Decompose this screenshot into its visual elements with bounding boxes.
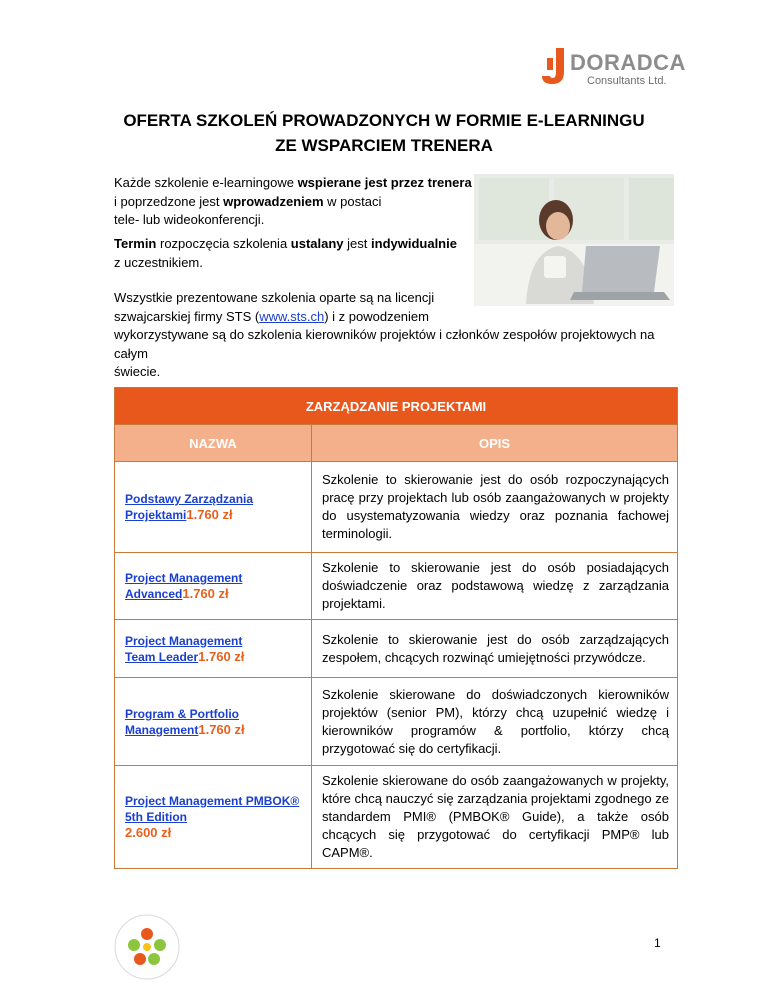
table-row [115,553,678,620]
title-line-1: OFERTA SZKOLEŃ PROWADZONYCH W FORMIE E-LEARNINGU [123,111,645,130]
text: świecie. [114,364,161,379]
emphasis: ustalany [290,236,344,251]
emphasis: wprowadzeniem [223,193,324,209]
courses-table [114,387,678,869]
emphasis: indywidualnie [371,236,457,251]
title-line-2: ZE WSPARCIEM TRENERA [275,136,493,155]
logo-mark-icon [538,46,568,86]
column-name-header: NAZWA [115,425,312,462]
text: z uczestnikiem. [114,254,203,270]
text: tele- lub wideokonferencji. [114,212,265,227]
course-name-cell [115,620,312,678]
table-row [115,766,678,869]
project-management-logo [112,912,182,987]
table-row [115,678,678,766]
logo-subtitle: Consultants Ltd. [587,75,667,87]
course-name-cell [115,462,312,553]
table-header: ZARZĄDZANIE PROJEKTAMI [115,388,678,425]
emphasis: Termin [114,236,157,251]
course-link[interactable]: Project Management Advanced [125,571,243,601]
page-title [0,108,768,158]
text: jest [343,236,372,251]
course-description: Szkolenie skierowane do osób zaangażowanych w projekty, które chcą nauczyć się zarządzania projektami zgodnego ze standardem PMI® (PMBOK® Guide), a także osób chcących się przygotować do certyfikacji PMP® lub CAPM®. [312,766,678,869]
course-price: 1.760 zł [186,507,233,522]
course-description: Szkolenie to skierowanie jest do osób rozpoczynających pracę przy projektach lub osób zaangażowanych w projekty do usystematyzowania wiedzy oraz poznania fachowej terminologii. [312,462,678,553]
course-name-cell [115,678,312,766]
course-link[interactable]: Project Management Team Leader [125,633,243,664]
course-link[interactable]: Program & Portfolio Management [125,706,240,737]
logo-name: DORADCA [570,50,686,75]
course-name-cell [115,553,312,620]
text: rozpoczęcia szkolenia [156,236,291,251]
course-description: Szkolenie to skierowanie jest do osób posiadających doświadczenie oraz podstawową wiedzę z zarządzania projektami. [312,553,678,620]
text: szwajcarskiej firmy STS ( [114,308,260,324]
course-price: 1.760 zł [198,721,245,737]
pm-badge-icon [112,912,182,982]
table-row [115,620,678,678]
emphasis: wspierane jest przez trenera [297,175,472,190]
page-number: 1 [654,936,661,950]
text: wykorzystywane są do szkolenia kierowników projektów i członków zespołów projektowych na całym [114,327,655,361]
course-price: 1.760 zł [182,586,229,601]
course-name-cell [115,766,312,869]
doradca-logo [538,46,686,90]
course-price: 1.760 zł [198,648,245,664]
course-price: 2.600 zł [125,825,172,840]
course-description: Szkolenie skierowane do doświadczonych kierowników projektów (senior PM), którzy chcą uzupełnić wiedzę i kierowników programów & portfolio, którzy chcą przygotować się do certyfikacji. [312,678,678,766]
text: Wszystkie prezentowane szkolenia oparte są na licencji [114,290,435,305]
course-description: Szkolenie to skierowanie jest do osób zarządzających zespołem, chcących rozwinąć umiejętności przywódcze. [312,620,678,678]
text: Każde szkolenie e-learningowe [114,175,298,190]
woman-laptop-photo [474,174,674,306]
sts-link[interactable]: www.sts.ch [259,308,325,324]
table-row [115,462,678,553]
text: w postaci [323,193,382,209]
course-link[interactable]: Podstawy Zarządzania Projektami [125,492,254,522]
text: i poprzedzone jest [114,193,224,209]
column-desc-header: OPIS [312,425,678,462]
text: ) i z powodzeniem [324,308,429,324]
course-link[interactable]: Project Management PMBOK® 5th Edition [125,794,300,824]
